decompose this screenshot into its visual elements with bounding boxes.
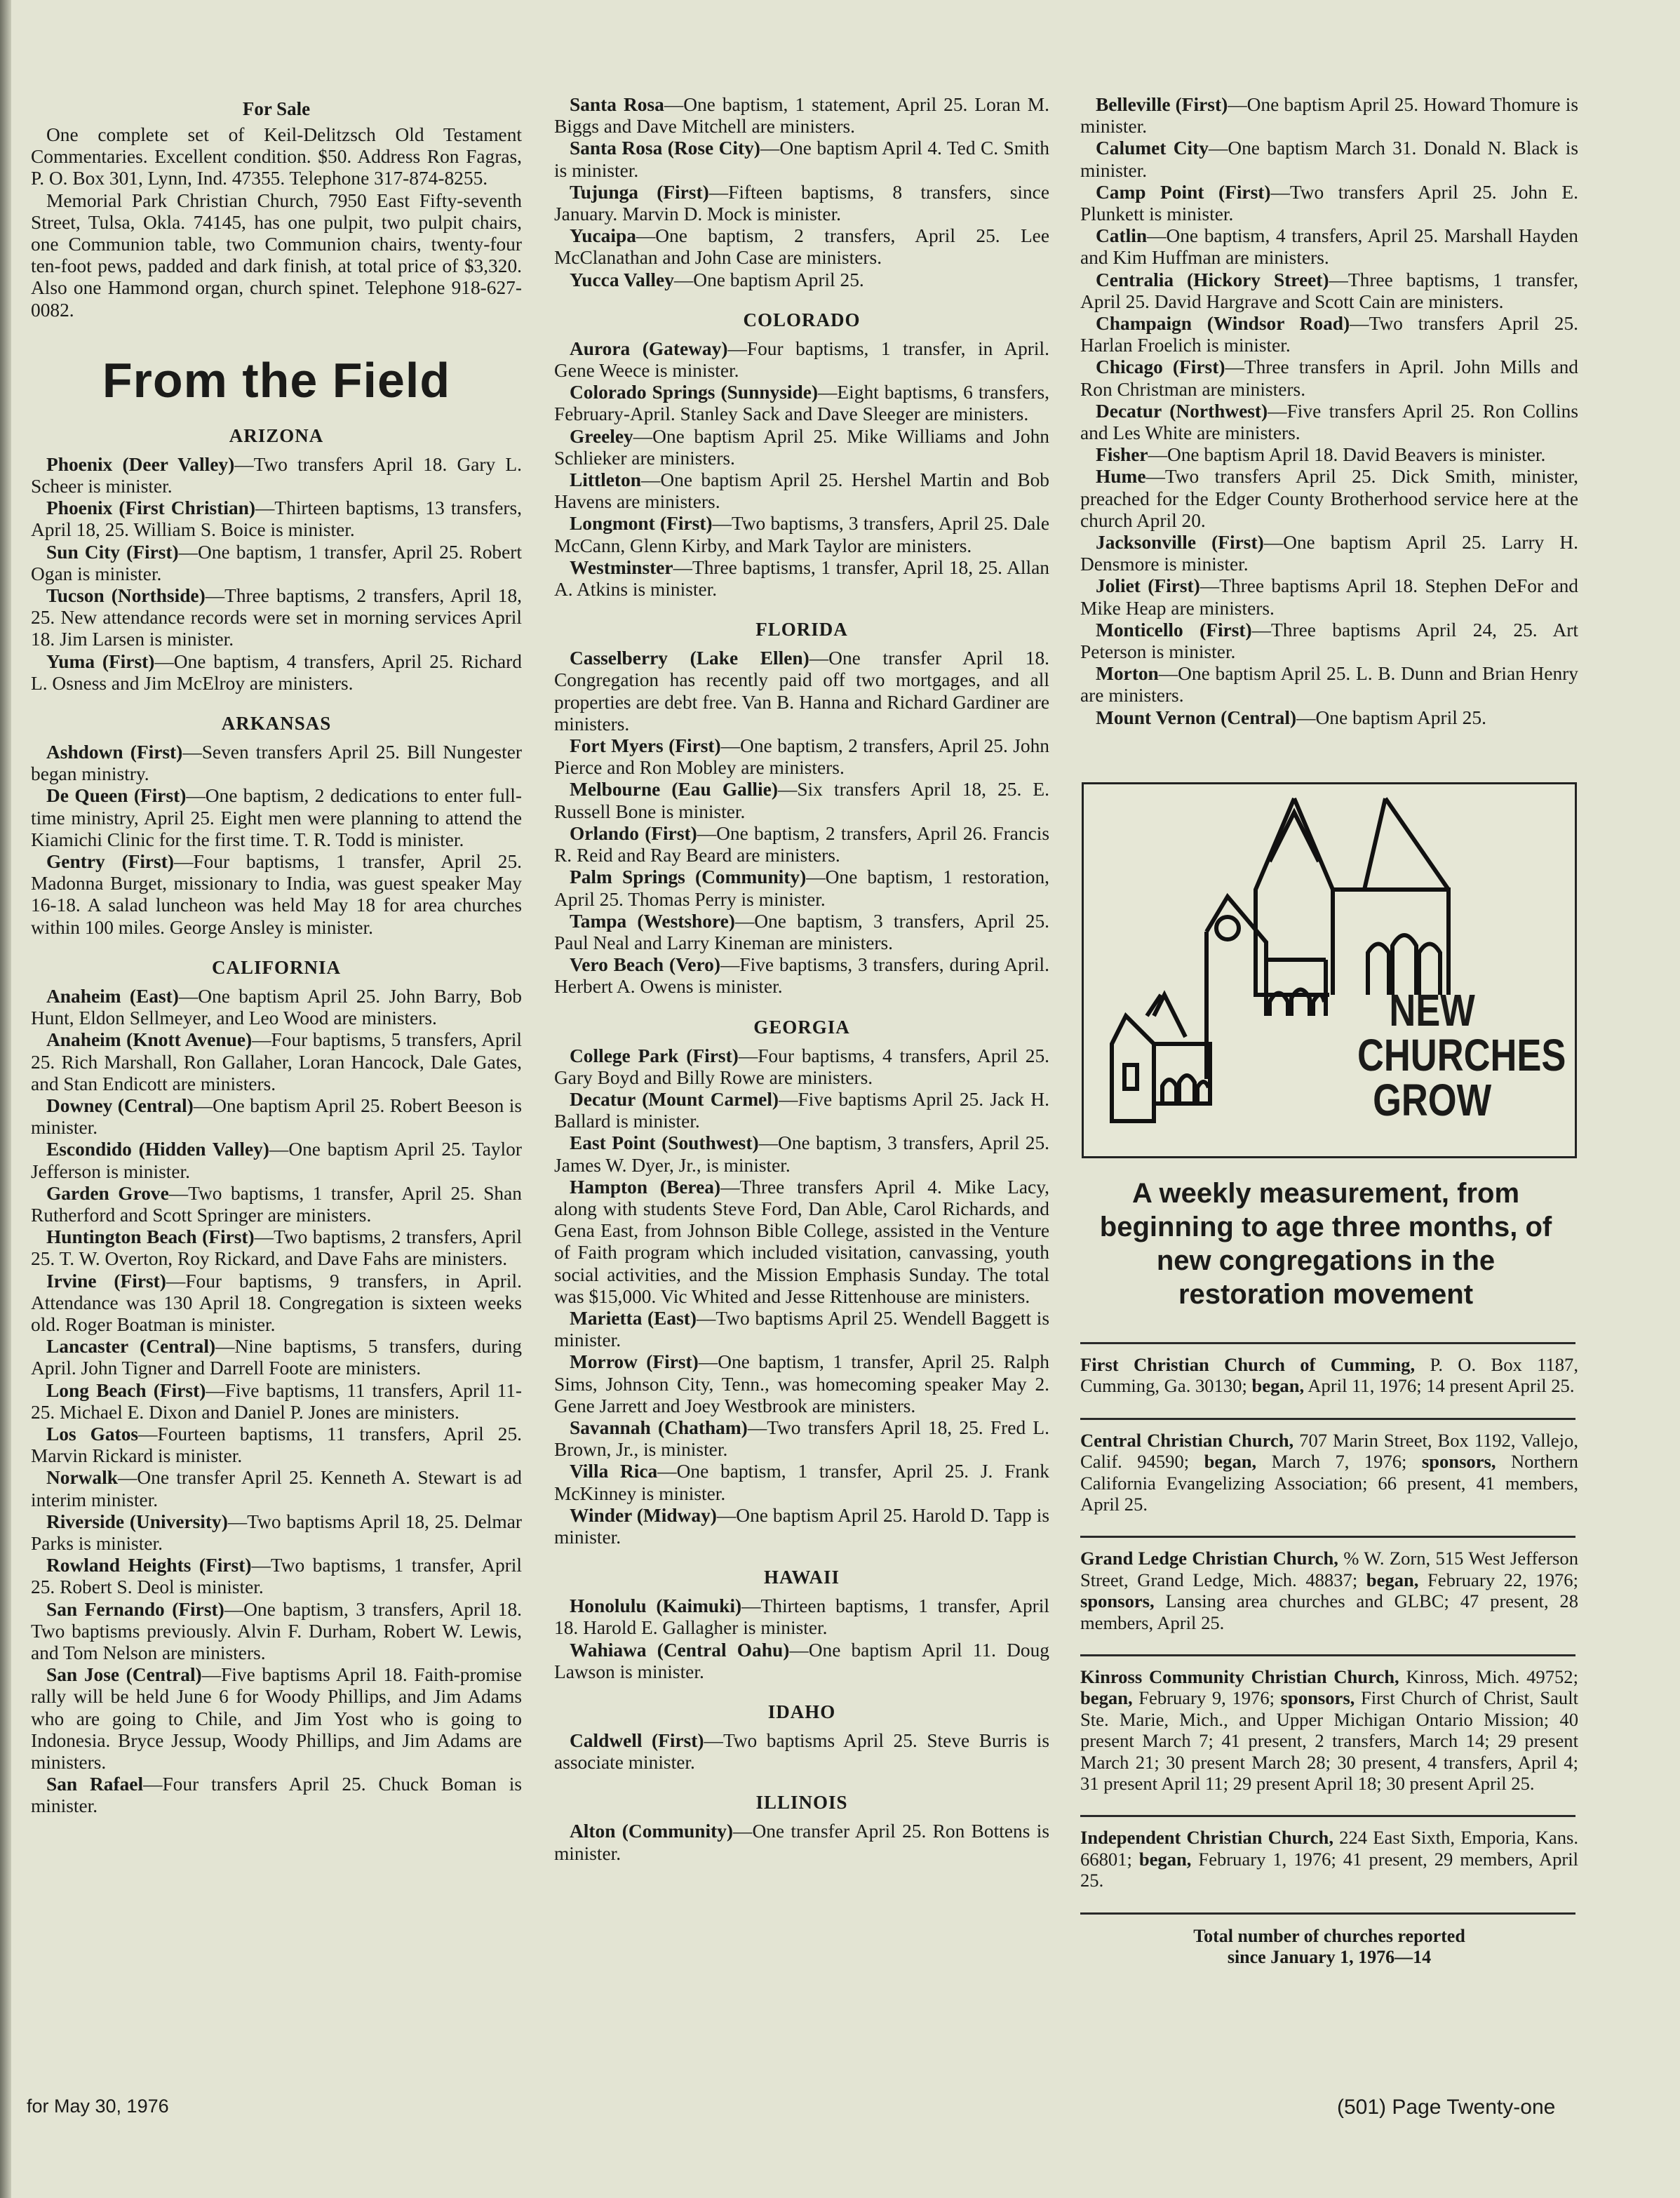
state-heading: ARIZONA xyxy=(229,424,324,446)
church-name: Decatur (Mount Carmel) xyxy=(570,1088,779,1110)
church-report xyxy=(554,138,1049,181)
church-name: East Point (Southwest) xyxy=(570,1132,759,1154)
divider xyxy=(1080,1342,1575,1344)
church-name: Camp Point (First) xyxy=(1096,181,1271,203)
church-name: Sun City (First) xyxy=(46,541,179,563)
report-text: —One baptism April 25. Robert Beeson is minister. xyxy=(31,1094,522,1139)
report-text: —Five baptisms, 11 transfers, April 11-25. Michael E. Dixon and Daniel P. Jones are ministers. xyxy=(31,1379,523,1423)
divider xyxy=(1080,1418,1575,1420)
listing-began-label: began, xyxy=(1251,1375,1305,1397)
listing-text xyxy=(1080,1430,1578,1515)
church-name: Chicago (First) xyxy=(1096,356,1225,378)
report-text: —One baptism April 25. xyxy=(1296,706,1486,728)
listing-began-label: began, xyxy=(1138,1848,1192,1870)
church-report xyxy=(31,1664,522,1774)
church-report xyxy=(31,1336,522,1379)
church-name: Lancaster (Central) xyxy=(46,1336,216,1358)
report-text: —One baptism, 4 transfers, April 25. Richard L. Osness and Jim McElroy are ministers. xyxy=(31,650,522,694)
listing-name: Central Christian Church, xyxy=(1080,1429,1294,1451)
church-name: Winder (Midway) xyxy=(570,1504,717,1526)
total-churches xyxy=(1080,1926,1578,1968)
report-text: —One baptism April 25. John Barry, Bob Hunt, Eldon Sellmeyer, and Leo Wood are ministers. xyxy=(31,985,522,1029)
state-heading: ARKANSAS xyxy=(221,713,332,735)
report-text: —Two transfers April 18. Gary L. Scheer is minister. xyxy=(31,453,522,497)
listing-after: April 11, 1976; 14 present April 25. xyxy=(1304,1375,1575,1397)
page-spine-shadow xyxy=(0,0,11,2198)
state-heading: COLORADO xyxy=(743,309,861,330)
church-name: Casselberry (Lake Ellen) xyxy=(570,648,809,669)
church-name: Hume xyxy=(1096,466,1146,488)
listing-after: March 7, 1976; xyxy=(1256,1451,1422,1473)
report-text: —One baptism, 1 transfer, April 25. Robert Ogan is minister. xyxy=(31,541,522,584)
news-column-3 xyxy=(1080,94,1578,729)
church-name: Santa Rosa (Rose City) xyxy=(570,138,760,159)
state-heading: ILLINOIS xyxy=(755,1792,848,1814)
listing-before: P. O. Box 1187, Cumming, Ga. 30130; xyxy=(1080,1353,1579,1397)
church-report xyxy=(1080,269,1578,313)
church-name: Greeley xyxy=(570,425,633,447)
church-report xyxy=(31,1774,522,1817)
church-report xyxy=(1080,532,1578,575)
report-text: —Three baptisms, 2 transfers, April 18, 25. New attendance records were set in morning services April 18. Jim Larsen is minister. xyxy=(31,585,522,650)
church-name: Orlando (First) xyxy=(570,822,697,844)
church-name: Garden Grove xyxy=(46,1182,169,1204)
church-report xyxy=(31,1423,522,1467)
report-text: —Two baptisms, 2 transfers, April 25. T. W. Overton, Roy Rickard, and Dave Fahs are ministers. xyxy=(31,1226,522,1270)
listing-before: % W. Zorn, 515 West Jefferson Street, Grand Ledge, Mich. 48837; xyxy=(1080,1548,1578,1590)
report-text: —Five baptisms, 3 transfers, during April. Herbert A. Owens is minister. xyxy=(554,954,1049,998)
listing-sponsors-label: sponsors, xyxy=(1421,1451,1496,1473)
report-text: —One baptism, 4 transfers, April 25. Marshall Hayden and Kim Huffman are ministers. xyxy=(1080,225,1578,269)
church-name: Irvine (First) xyxy=(46,1270,166,1292)
church-report xyxy=(1080,225,1578,269)
report-text: —One baptism, 2 dedications to enter full-time ministry, April 25. Eight men were planning to attend the Kiamichi Clinic for the first time. T. R. Todd is minister. xyxy=(31,785,522,850)
church-report xyxy=(554,1089,1049,1132)
church-report xyxy=(554,735,1049,779)
report-text: —Two baptisms, 3 transfers, April 25. Dale McCann, Glenn Kirby, and Mark Taylor are ministers. xyxy=(554,513,1049,556)
church-name: Tucson (Northside) xyxy=(46,585,206,607)
listing-sponsors-label: sponsors, xyxy=(1080,1590,1155,1612)
report-text: —Two transfers April 18, 25. Fred L. Brown, Jr., is minister. xyxy=(554,1416,1049,1461)
report-text: —Seven transfers April 25. Bill Nungester began ministry. xyxy=(31,742,522,785)
listing-text xyxy=(1080,1827,1578,1891)
listing-after2: Northern California Evangelizing Association; 66 present, 41 members, April 25. xyxy=(1080,1451,1578,1515)
church-report xyxy=(554,1308,1049,1351)
report-text: —Four baptisms, 1 transfer, in April. Gene Weece is minister. xyxy=(554,337,1049,382)
listing-before: 707 Marin Street, Box 1192, Vallejo, Calif. 94590; xyxy=(1080,1429,1578,1473)
for-sale-section xyxy=(31,98,522,321)
column-3 xyxy=(1080,0,1578,1968)
church-report xyxy=(554,1177,1049,1308)
church-name: Santa Rosa xyxy=(570,94,664,115)
church-report xyxy=(1080,619,1578,663)
column-1 xyxy=(31,0,522,1818)
report-text: —One baptism March 31. Donald N. Black is minister. xyxy=(1080,138,1578,181)
listing-name: Kinross Community Christian Church, xyxy=(1080,1666,1399,1687)
report-text: —One baptism April 25. Harold D. Tapp is minister. xyxy=(554,1504,1050,1548)
church-name: Centralia (Hickory Street) xyxy=(1096,269,1329,290)
church-report xyxy=(1080,575,1578,619)
church-report xyxy=(31,585,522,651)
church-name: Marietta (East) xyxy=(570,1307,697,1329)
report-text: —Thirteen baptisms, 13 transfers, April 18, 25. William S. Boice is minister. xyxy=(31,497,522,541)
report-text: —Three baptisms April 24, 25. Art Peterson is minister. xyxy=(1080,619,1578,663)
church-name: Ashdown (First) xyxy=(46,742,183,763)
church-report xyxy=(31,742,522,785)
church-report xyxy=(554,823,1049,866)
church-report xyxy=(554,269,1049,291)
for-sale-heading: For Sale xyxy=(242,98,311,119)
report-text: —Four baptisms, 4 transfers, April 25. Gary Boyd and Billy Rowe are ministers. xyxy=(554,1045,1049,1088)
church-report xyxy=(554,1045,1049,1089)
church-report xyxy=(1080,182,1578,225)
report-text: —One baptism April 25. xyxy=(673,269,864,290)
church-name: Fort Myers (First) xyxy=(570,735,721,757)
church-report xyxy=(554,426,1049,469)
listing-name: First Christian Church of Cumming, xyxy=(1080,1353,1416,1375)
church-name: Tujunga (First) xyxy=(570,181,709,203)
report-text: —Two transfers April 25. Dick Smith, minister, preached for the Edger County Brotherhood service here at the church April 20. xyxy=(1080,466,1578,531)
church-report xyxy=(31,785,522,851)
report-text: —One baptism April 25. Hershel Martin and Bob Havens are ministers. xyxy=(554,469,1049,513)
church-name: Morton xyxy=(1096,663,1159,685)
report-text: —One transfer April 25. Ron Bottens is minister. xyxy=(554,1821,1049,1864)
church-name: Morrow (First) xyxy=(570,1351,699,1373)
church-name: Palm Springs (Community) xyxy=(570,866,807,888)
report-text: —One baptism April 25. L. B. Dunn and Brian Henry are ministers. xyxy=(1080,663,1578,706)
church-name: Villa Rica xyxy=(570,1461,658,1482)
church-report xyxy=(1080,138,1578,181)
church-name: Decatur (Northwest) xyxy=(1096,400,1268,422)
church-name: Longmont (First) xyxy=(570,513,713,535)
church-name: Riverside (University) xyxy=(46,1510,228,1532)
church-report xyxy=(554,338,1049,382)
church-report xyxy=(1080,94,1578,138)
logo-word: CHURCHES xyxy=(1357,1029,1566,1080)
report-text: —One baptism, 1 transfer, April 25. Ralph Sims, Johnson City, Tenn., was homecoming speaker May 2. Gene Jarrett and Joey Westbrook are ministers. xyxy=(554,1351,1050,1416)
new-church-listing xyxy=(1080,1548,1578,1633)
total-line: Total number of churches reported xyxy=(1193,1925,1465,1946)
report-text: —One baptism, 2 transfers, April 25. Lee McClanathan and John Case are ministers. xyxy=(554,225,1049,269)
church-report xyxy=(1080,663,1578,706)
church-name: Aurora (Gateway) xyxy=(570,337,728,359)
church-report xyxy=(31,1183,522,1226)
report-text: —Three transfers in April. John Mills and Ron Christman are ministers. xyxy=(1080,356,1578,400)
church-report xyxy=(31,1467,522,1510)
report-text: —One transfer April 18. Congregation has recently paid off two mortgages, and all properties are debt free. Van B. Hanna and Richard Gardiner are ministers. xyxy=(554,648,1049,735)
church-name: Catlin xyxy=(1096,225,1148,247)
report-text: —One baptism, 2 transfers, April 25. John Pierce and Ron Mobley are ministers. xyxy=(554,735,1049,779)
report-text: —Two transfers April 25. Harlan Froelich is minister. xyxy=(1080,313,1579,356)
divider xyxy=(1080,1536,1575,1538)
church-report xyxy=(31,851,522,939)
church-name: College Park (First) xyxy=(570,1045,739,1066)
church-name: Long Beach (First) xyxy=(46,1379,206,1401)
state-heading: FLORIDA xyxy=(755,619,848,641)
total-line: since January 1, 1976—14 xyxy=(1227,1946,1432,1967)
church-name: Norwalk xyxy=(46,1467,118,1489)
church-report xyxy=(554,382,1049,425)
logo-words xyxy=(1357,984,1566,1125)
church-report xyxy=(554,1461,1049,1504)
church-report xyxy=(1080,313,1578,356)
report-text: —Four transfers April 25. Chuck Boman is minister. xyxy=(31,1774,522,1817)
church-report xyxy=(31,1095,522,1139)
report-text: —Fourteen baptisms, 11 transfers, April 25. Marvin Rickard is minister. xyxy=(31,1423,522,1467)
report-text: —Two baptisms April 18, 25. Delmar Parks is minister. xyxy=(31,1510,522,1554)
church-report xyxy=(554,469,1049,513)
state-heading: CALIFORNIA xyxy=(211,956,341,978)
church-name: Savannah (Chatham) xyxy=(570,1416,748,1438)
church-report xyxy=(554,779,1049,822)
report-text: —Nine baptisms, 5 transfers, during April. John Tigner and Darrell Foote are ministers. xyxy=(31,1336,523,1379)
church-name: Rowland Heights (First) xyxy=(46,1555,252,1576)
church-report xyxy=(31,1226,522,1270)
divider xyxy=(1080,1815,1575,1817)
church-report xyxy=(554,1132,1049,1176)
report-text: —Fifteen baptisms, 8 transfers, since January. Marvin D. Mock is minister. xyxy=(554,181,1050,225)
church-name: San Fernando (First) xyxy=(46,1598,224,1620)
report-text: —One baptism April 11. Doug Lawson is minister. xyxy=(554,1639,1050,1682)
report-text: —One baptism, 3 transfers, April 25. Paul Neal and Larry Kineman are ministers. xyxy=(554,910,1049,953)
state-heading: HAWAII xyxy=(763,1567,840,1588)
report-text: —Three transfers April 4. Mike Lacy, along with students Steve Ford, Dan Able, Carol Richards, and Gena East, from Johnson Bible College, assisted in the Venture of Faith program which included visitation, canvassing, youth social activities, and the Mission Emphasis Sunday. The total was $15,000. Vic Whited and Jesse Rittenhouse are ministers. xyxy=(554,1176,1049,1307)
listing-text xyxy=(1080,1354,1578,1397)
church-name: Escondido (Hidden Valley) xyxy=(46,1139,269,1160)
church-report xyxy=(1080,444,1578,466)
church-report xyxy=(31,1599,522,1665)
listing-after2: First Church of Christ, Sault Ste. Marie, Mich., and Upper Michigan Ontario Mission; 40 present March 7; 41 present, 2 transfers, March 14; 29 present March 21; 30 present March 28; 30 present, 4 transfers, April 4; 31 present April 11; 29 present April 18; 30 present April 25. xyxy=(1080,1687,1578,1794)
church-report xyxy=(554,954,1049,998)
listing-text xyxy=(1080,1548,1578,1633)
section-title: From the Field xyxy=(102,352,451,408)
church-report xyxy=(554,866,1049,910)
new-church-listing xyxy=(1080,1666,1578,1794)
church-report xyxy=(31,651,522,695)
church-report xyxy=(554,557,1049,601)
church-name: Wahiawa (Central Oahu) xyxy=(570,1639,790,1661)
report-text: —Two baptisms, 1 transfer, April 25. Robert S. Deol is minister. xyxy=(31,1555,522,1598)
footer-date: for May 30, 1976 xyxy=(27,2096,169,2117)
church-report xyxy=(554,1505,1049,1548)
logo-word: NEW xyxy=(1389,984,1475,1036)
church-report xyxy=(554,513,1049,556)
listing-after: February 1, 1976; 41 present, 29 members, April 25. xyxy=(1080,1848,1578,1891)
church-report xyxy=(1080,707,1578,729)
listing-after2: Lansing area churches and GLBC; 47 present, 28 members, April 25. xyxy=(1080,1590,1578,1633)
church-name: Littleton xyxy=(570,469,641,491)
report-text: —Two baptisms April 25. Wendell Baggett is minister. xyxy=(554,1307,1049,1351)
church-report xyxy=(31,454,522,497)
church-name: Jacksonville (First) xyxy=(1096,532,1264,554)
report-text: —One baptism, 3 transfers, April 18. Two baptisms previously. Alvin F. Durham, Robert W. Lewis, and Tom Nelson are ministers. xyxy=(31,1598,522,1663)
for-sale-ad: One complete set of Keil-Delitzsch Old Testament Commentaries. Excellent condition. $50. Address Ron Fagras, P. O. Box 301, Lynn, Ind. 47355. Telephone 317-874-8255. xyxy=(31,124,522,189)
listing-name: Grand Ledge Christian Church, xyxy=(1080,1548,1338,1569)
church-report xyxy=(31,1555,522,1598)
footer-page-number: (501) Page Twenty-one xyxy=(1337,2096,1556,2119)
state-heading: IDAHO xyxy=(767,1701,836,1722)
church-report xyxy=(31,1029,522,1095)
church-name: De Queen (First) xyxy=(46,785,187,807)
church-report xyxy=(31,986,522,1029)
church-name: Huntington Beach (First) xyxy=(46,1226,255,1248)
church-report xyxy=(554,1351,1049,1417)
new-church-listing xyxy=(1080,1354,1578,1397)
church-report xyxy=(1080,356,1578,400)
church-report xyxy=(554,182,1049,225)
divider xyxy=(1080,1654,1575,1656)
church-name: Anaheim (East) xyxy=(46,985,179,1007)
report-text: —One baptism, 3 transfers, April 25. James W. Dyer, Jr., is minister. xyxy=(554,1132,1050,1176)
report-text: —One baptism April 18. David Beavers is minister. xyxy=(1148,444,1546,466)
church-report xyxy=(31,1271,522,1336)
listing-after: February 9, 1976; xyxy=(1132,1687,1281,1709)
church-report xyxy=(31,1511,522,1555)
listing-name: Independent Christian Church, xyxy=(1080,1827,1333,1849)
report-text: —Five baptisms April 18. Faith-promise rally will be held June 6 for Woody Phillips, and Jim Adams who are going to Chile, and Jim Yost who is going to Indonesia. Bryce Jessup, Woody Phillips, and Jim Adams are ministers. xyxy=(31,1664,523,1773)
listing-before: Kinross, Mich. 49752; xyxy=(1399,1666,1578,1687)
church-name: Alton (Community) xyxy=(570,1821,734,1842)
report-text: —One transfer April 25. Kenneth A. Stewart is ad interim minister. xyxy=(31,1467,522,1510)
new-churches-grow-logo xyxy=(1082,782,1577,1158)
church-name: Champaign (Windsor Road) xyxy=(1096,313,1350,335)
church-report xyxy=(554,1821,1049,1864)
church-report xyxy=(554,94,1049,138)
church-name: Phoenix (First Christian) xyxy=(46,497,255,519)
listing-before: 224 East Sixth, Emporia, Kans. 66801; xyxy=(1080,1827,1578,1870)
church-report xyxy=(554,1640,1049,1683)
church-report xyxy=(554,1730,1049,1774)
report-text: —One baptism, 1 restoration, April 25. Thomas Perry is minister. xyxy=(554,866,1049,910)
church-name: Belleville (First) xyxy=(1096,94,1228,115)
report-text: —Three baptisms, 1 transfer, April 25. David Hargrave and Scott Cain are ministers. xyxy=(1080,269,1578,312)
listing-began-label: began, xyxy=(1204,1451,1257,1473)
report-text: —One baptism, 1 statement, April 25. Loran M. Biggs and Dave Mitchell are ministers. xyxy=(554,94,1049,138)
church-name: Los Gatos xyxy=(46,1423,139,1445)
church-report xyxy=(554,648,1049,735)
report-text: —One baptism April 25. Taylor Jefferson is minister. xyxy=(31,1139,522,1182)
church-name: Monticello (First) xyxy=(1096,619,1252,641)
church-name: Mount Vernon (Central) xyxy=(1096,706,1297,728)
church-report xyxy=(554,911,1049,954)
church-report xyxy=(31,1380,522,1423)
church-name: Hampton (Berea) xyxy=(570,1176,721,1198)
church-name: Colorado Springs (Sunnyside) xyxy=(570,382,819,403)
church-name: Fisher xyxy=(1096,444,1148,466)
new-churches-tagline: A weekly measurement, from beginning to age three months, of new congregations in the restoration movement xyxy=(1099,1177,1552,1310)
news-column-2 xyxy=(554,94,1049,1865)
church-name: Phoenix (Deer Valley) xyxy=(46,453,235,475)
church-name: Yucca Valley xyxy=(570,269,674,290)
report-text: —One baptism April 25. Howard Thomure is minister. xyxy=(1080,94,1579,138)
church-name: San Rafael xyxy=(46,1774,144,1795)
report-text: —One baptism April 4. Ted C. Smith is minister. xyxy=(554,138,1049,181)
logo-word: GROW xyxy=(1373,1074,1492,1125)
report-text: —One baptism April 25. Larry H. Densmore is minister. xyxy=(1080,532,1578,575)
report-text: —Four baptisms, 5 transfers, April 25. Rich Marshall, Ron Gallaher, Loran Hancock, Dale Gates, and Stan Endicott are ministers. xyxy=(31,1029,523,1094)
report-text: —Three baptisms April 18. Stephen DeFor and Mike Heap are ministers. xyxy=(1080,575,1578,619)
news-column-1 xyxy=(31,425,522,1818)
listing-text xyxy=(1080,1666,1578,1794)
report-text: —Five baptisms April 25. Jack H. Ballard is minister. xyxy=(554,1088,1049,1132)
for-sale-ad: Memorial Park Christian Church, 7950 East Fifty-seventh Street, Tulsa, Okla. 74145, has one pulpit, two pulpit chairs, one Communion table, two Communion chairs, twenty-four ten-foot pews, padded and dark finish, at total price of $3,320. Also one Hammond organ, church spinet. Telephone 918-627-0082. xyxy=(31,189,522,321)
church-name: Yucaipa xyxy=(570,225,636,247)
church-report xyxy=(31,1139,522,1182)
listing-after: February 22, 1976; xyxy=(1418,1569,1578,1590)
listing-began-label: began, xyxy=(1080,1687,1133,1709)
church-name: Caldwell (First) xyxy=(570,1730,704,1751)
church-name: Anaheim (Knott Avenue) xyxy=(46,1029,253,1051)
church-report xyxy=(554,225,1049,269)
church-name: San Jose (Central) xyxy=(46,1664,202,1686)
church-name: Melbourne (Eau Gallie) xyxy=(570,779,778,800)
church-name: Tampa (Westshore) xyxy=(570,910,735,932)
report-text: —Thirteen baptisms, 1 transfer, April 18. Harold E. Gallagher is minister. xyxy=(554,1595,1049,1639)
church-name: Vero Beach (Vero) xyxy=(570,954,720,976)
church-report xyxy=(31,497,522,541)
listing-began-label: began, xyxy=(1366,1569,1419,1590)
report-text: —Four baptisms, 1 transfer, April 25. Madonna Burget, missionary to India, was guest speaker May 16-18. A salad luncheon was held May 18 for area churches within 100 miles. George Ansley is minister. xyxy=(31,851,522,938)
church-report xyxy=(1080,466,1578,532)
report-text: —Two transfers April 25. John E. Plunkett is minister. xyxy=(1080,181,1578,225)
new-churches-listings xyxy=(1080,1342,1578,1891)
divider xyxy=(1080,1912,1575,1915)
church-name: Yuma (First) xyxy=(46,650,155,672)
church-name: Westminster xyxy=(570,556,673,578)
report-text: —Eight baptisms, 6 transfers, February-April. Stanley Sack and Dave Sleeger are ministers. xyxy=(554,382,1049,425)
church-name: Gentry (First) xyxy=(46,851,174,873)
report-text: —Three baptisms, 1 transfer, April 18, 25. Allan A. Atkins is minister. xyxy=(554,556,1049,601)
church-report xyxy=(554,1417,1049,1461)
report-text: —One baptism, 1 transfer, April 25. J. Frank McKinney is minister. xyxy=(554,1461,1049,1504)
listing-sponsors-label: sponsors, xyxy=(1280,1687,1355,1709)
church-report xyxy=(1080,401,1578,444)
church-report xyxy=(554,1595,1049,1639)
church-name: Joliet (First) xyxy=(1096,575,1200,597)
church-report xyxy=(31,542,522,585)
new-church-listing xyxy=(1080,1827,1578,1891)
report-text: —Six transfers April 18, 25. E. Russell Bone is minister. xyxy=(554,779,1049,822)
report-text: —Two baptisms, 1 transfer, April 25. Shan Rutherford and Scott Springer are ministers. xyxy=(31,1182,522,1226)
church-name: Honolulu (Kaimuki) xyxy=(570,1595,742,1617)
column-2 xyxy=(554,0,1049,1865)
church-name: Downey (Central) xyxy=(46,1094,194,1116)
report-text: —One baptism, 2 transfers, April 26. Francis R. Reid and Ray Beard are ministers. xyxy=(554,822,1049,866)
state-heading: GEORGIA xyxy=(753,1016,850,1038)
report-text: —One baptism April 25. Mike Williams and John Schlieker are ministers. xyxy=(554,425,1049,469)
new-church-listing xyxy=(1080,1430,1578,1515)
report-text: —Two baptisms April 25. Steve Burris is associate minister. xyxy=(554,1730,1049,1774)
church-name: Calumet City xyxy=(1096,138,1209,159)
report-text: —Five transfers April 25. Ron Collins and Les White are ministers. xyxy=(1080,400,1578,444)
report-text: —Four baptisms, 9 transfers, in April. Attendance was 130 April 18. Congregation is sixteen weeks old. Roger Boatman is minister. xyxy=(31,1270,522,1335)
